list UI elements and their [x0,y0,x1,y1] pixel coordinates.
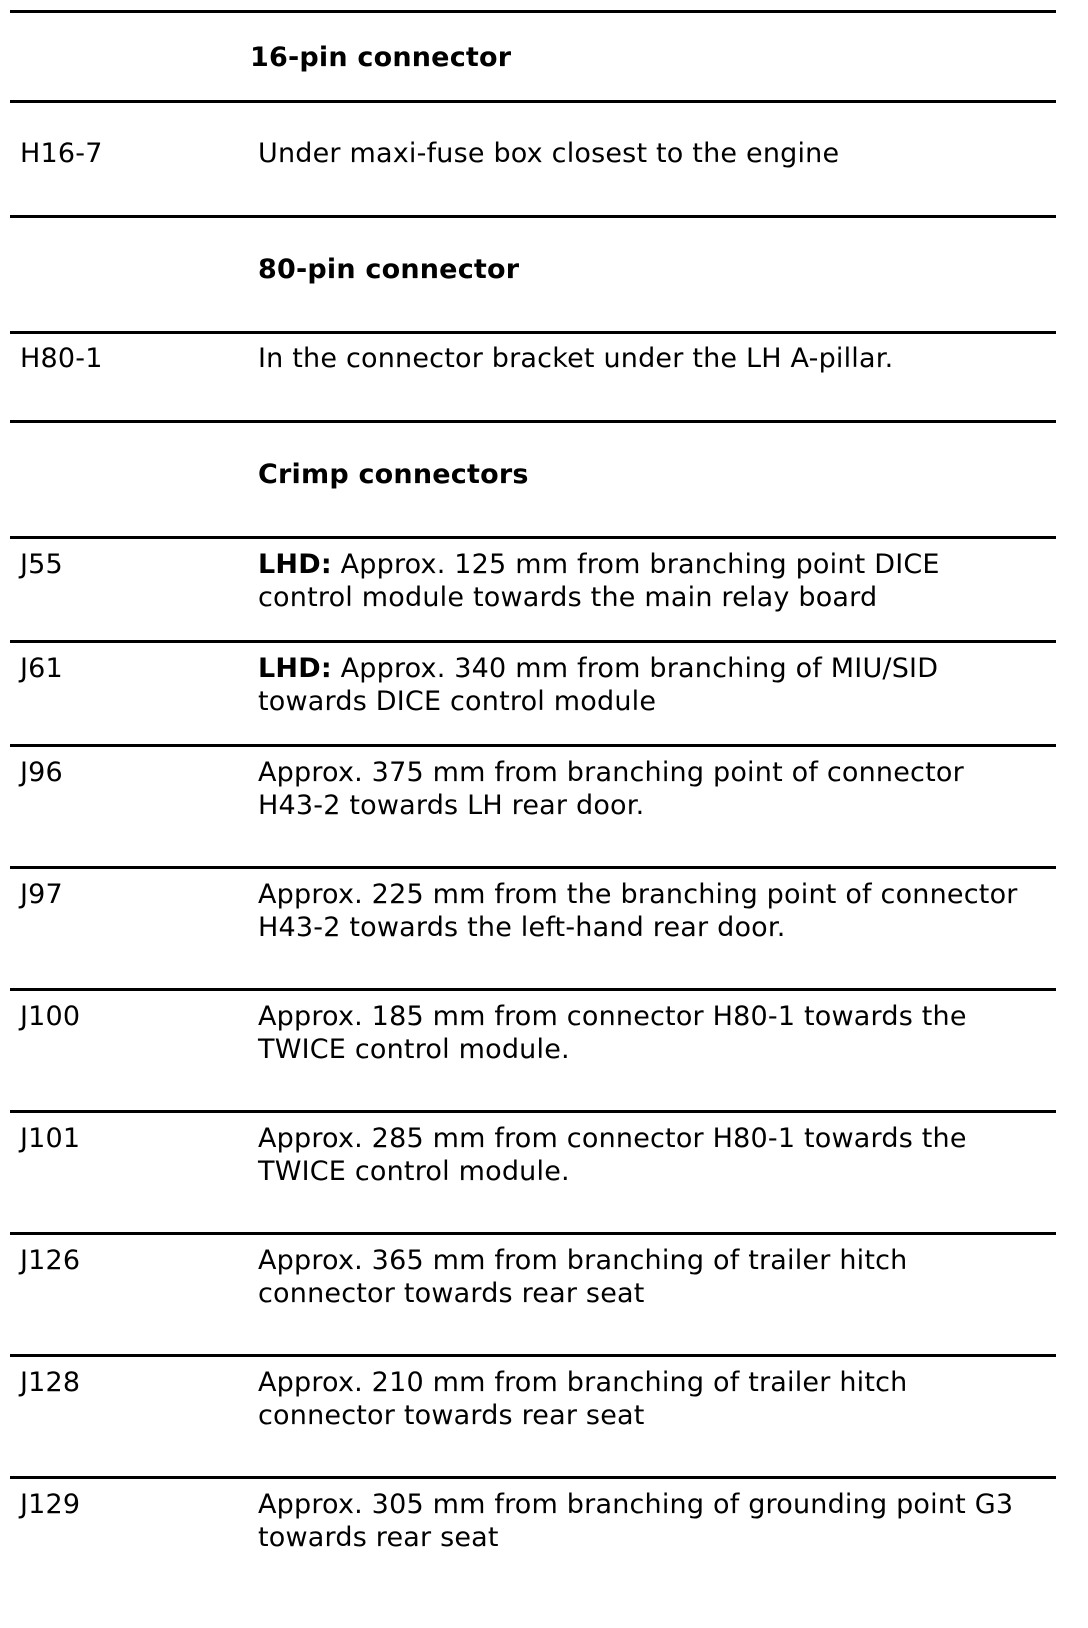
location-line-2: connector towards rear seat [258,1278,645,1309]
connector-id: J96 [20,757,63,788]
table-row [10,1476,1056,1568]
connector-location [258,1000,1048,1066]
location-line-1 [258,548,1048,581]
connector-location [258,652,1048,718]
section-heading: Crimp connectors [258,459,529,490]
table-row-heading [10,215,1056,331]
location-line-1: Approx. 375 mm from branching point of connector [258,757,964,788]
connector-location [258,1366,1048,1432]
section-heading: 80-pin connector [258,254,520,285]
location-line-2: TWICE control module. [258,1156,570,1187]
connector-id: J129 [20,1489,81,1520]
table-row-heading [10,420,1056,536]
connector-location [258,1488,1048,1554]
section-heading: 16-pin connector [250,42,512,73]
connector-location [258,756,1048,822]
connector-location [258,548,1048,614]
location-line-1: Approx. 225 mm from the branching point of connector [258,879,1018,910]
connector-location [258,878,1048,944]
location-line-1: Approx. 210 mm from branching of trailer hitch [258,1367,908,1398]
connector-location-table [10,10,1056,1568]
location-line-2: connector towards rear seat [258,1400,645,1431]
table-row [10,331,1056,420]
table-row [10,1232,1056,1354]
connector-id: J55 [20,549,63,580]
connector-id: J61 [20,653,63,684]
table-row [10,1354,1056,1476]
connector-location [258,1244,1048,1310]
connector-id: H80-1 [20,343,103,374]
lhd-prefix: LHD: [258,549,332,580]
table-row [10,640,1056,744]
connector-id: J126 [20,1245,81,1276]
location-line-2: control module towards the main relay board [258,582,878,613]
location-line-1: Approx. 185 mm from connector H80-1 towards the [258,1001,967,1032]
connector-location: In the connector bracket under the LH A-pillar. [258,343,894,374]
table-row [10,100,1056,215]
table-row [10,988,1056,1110]
location-line-2: towards rear seat [258,1522,499,1553]
location-line-2: towards DICE control module [258,686,657,717]
connector-location: Under maxi-fuse box closest to the engine [258,138,840,169]
table-row-heading [10,10,1056,100]
connector-id: H16-7 [20,138,103,169]
connector-id: J101 [20,1123,81,1154]
location-line-1: Approx. 305 mm from branching of grounding point G3 [258,1489,1014,1520]
location-line-2: TWICE control module. [258,1034,570,1065]
connector-id: J128 [20,1367,81,1398]
lhd-prefix: LHD: [258,653,332,684]
location-text: Approx. 340 mm from branching of MIU/SID [331,653,939,684]
location-line-2: H43-2 towards LH rear door. [258,790,645,821]
location-text: Approx. 125 mm from branching point DICE [331,549,940,580]
table-row [10,536,1056,640]
connector-id: J100 [20,1001,81,1032]
connector-location [258,1122,1048,1188]
connector-id: J97 [20,879,63,910]
location-line-2: H43-2 towards the left-hand rear door. [258,912,786,943]
location-line-1: Approx. 365 mm from branching of trailer hitch [258,1245,908,1276]
table-row [10,1110,1056,1232]
table-row [10,744,1056,866]
table-row [10,866,1056,988]
location-line-1 [258,652,1048,685]
location-line-1: Approx. 285 mm from connector H80-1 towards the [258,1123,967,1154]
